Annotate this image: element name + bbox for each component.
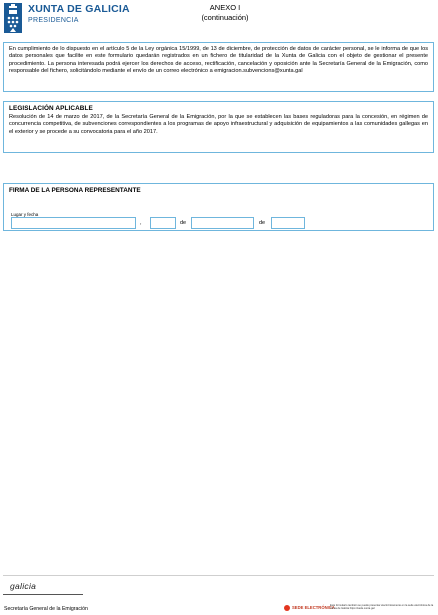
annex-title: ANEXO I bbox=[209, 3, 241, 12]
comma-separator: , bbox=[140, 220, 142, 226]
year-field[interactable] bbox=[271, 217, 305, 229]
place-field[interactable] bbox=[11, 217, 136, 229]
sede-name: SEDE ELECTRÓNICA bbox=[292, 605, 335, 610]
annex-heading bbox=[170, 3, 280, 23]
legislation-text: Resolución de 14 de marzo de 2017, de la Secretaría General de la Emigración, por la que se establecen las bases reguladoras para la concesión, en régimen de concurrencia competitiva, de subvenciones correspondientes a los programas de apoyo infraestructural y adquisición de equipamientos a las comunidades gallegas en el exterior y se procede a su convocatoria para el año 2017. bbox=[9, 114, 428, 135]
month-field[interactable] bbox=[191, 217, 254, 229]
data-protection-text: En cumplimiento de lo dispuesto en el artículo 5 de la Ley orgánica 15/1999, de 13 de diciembre, de protección de datos de carácter personal, se le informa de que los datos personales que facilite en este formulario quedarán registrados en un fichero de titularidad de la Xunta de Galicia con el objeto de gestionar el presente procedimiento. La persona interesada podrá ejercer los derechos de acceso, rectificación, cancelación y oposición ante la Secretaría General de la Emigración, como responsable del fichero, solicitándolo mediante el envío de un correo electrónico a emigracion.subvencions@xunta.gal bbox=[9, 46, 428, 75]
galicia-underline bbox=[3, 594, 83, 595]
de-separator-1: de bbox=[180, 220, 187, 226]
footer-office: Secretaría General de la Emigración bbox=[4, 606, 88, 612]
signature-space bbox=[3, 236, 434, 564]
legislation-section bbox=[3, 101, 434, 153]
department-name: PRESIDENCIA bbox=[28, 17, 79, 24]
footer-divider bbox=[3, 575, 434, 596]
data-protection-section bbox=[3, 42, 434, 92]
sede-logo-icon bbox=[284, 605, 290, 611]
org-name: XUNTA DE GALICIA bbox=[28, 3, 130, 15]
page-header bbox=[0, 0, 438, 40]
sede-electronica bbox=[284, 604, 434, 614]
place-date-label: Lugar y fecha bbox=[11, 212, 39, 217]
day-field[interactable] bbox=[150, 217, 176, 229]
annex-subtitle: (continuación) bbox=[201, 13, 249, 22]
galicia-brand-logo: galicia bbox=[10, 581, 37, 591]
sede-text: Este formulario también se puede presentar electrónicamente en la sede electrónica de la Xunta de Galicia https://sede.xunta.gal bbox=[330, 604, 434, 611]
signature-section bbox=[3, 183, 434, 231]
de-separator-2: de bbox=[259, 220, 266, 226]
xunta-shield-icon bbox=[4, 3, 22, 33]
signature-title: FIRMA DE LA PERSONA REPRESENTANTE bbox=[9, 187, 141, 194]
legislation-title: LEGISLACIÓN APLICABLE bbox=[9, 105, 93, 112]
